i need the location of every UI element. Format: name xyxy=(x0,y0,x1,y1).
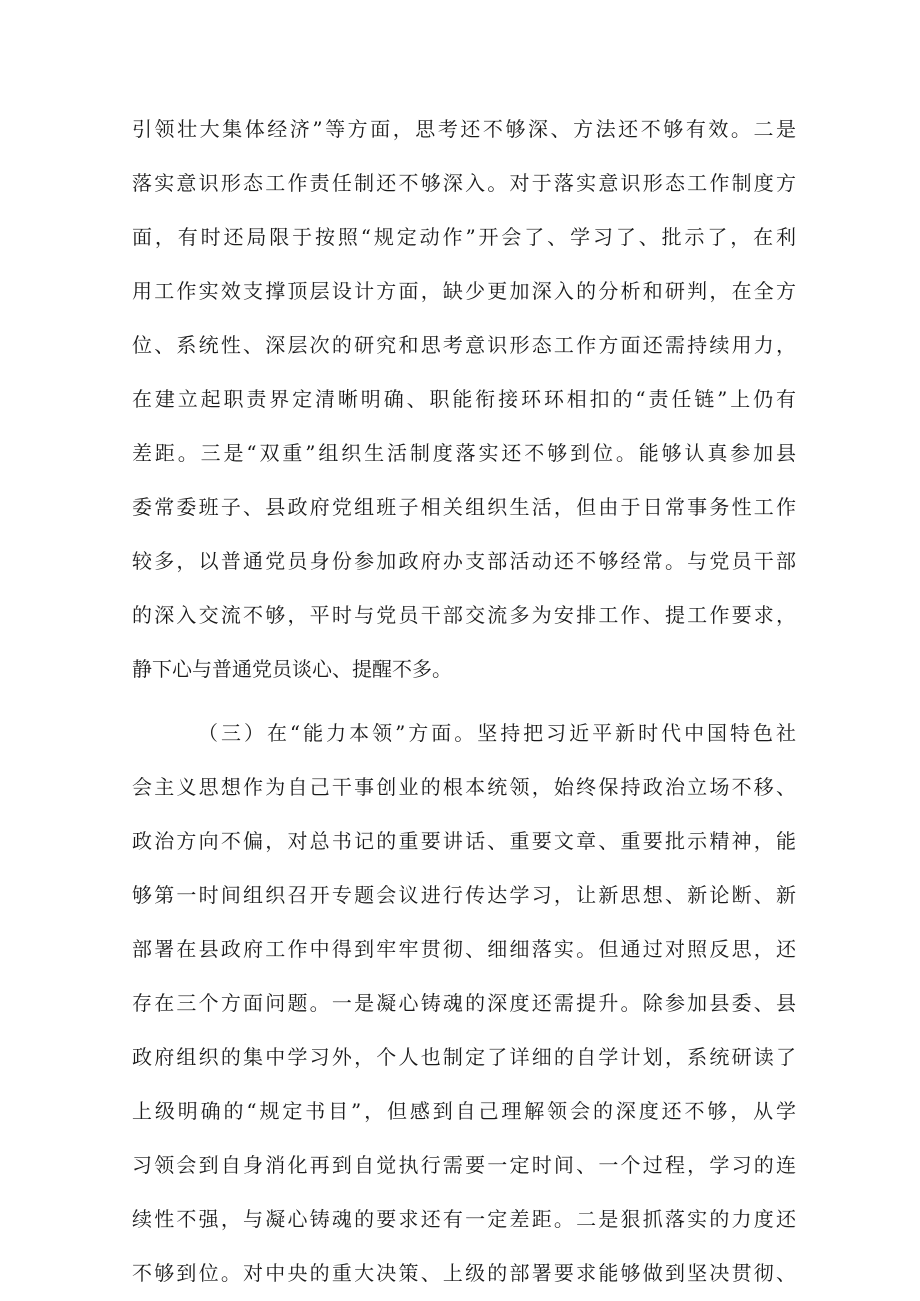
paragraph-1-line: 引领壮大集体经济”等方面，思考还不够深、方法还不够有效。二是 xyxy=(132,117,796,141)
paragraph-2-line: 部署在县政府工作中得到牢牢贯彻、细细落实。但通过对照反思，还 xyxy=(132,937,796,961)
paragraph-2-line: 政府组织的集中学习外，个人也制定了详细的自学计划，系统研读了 xyxy=(132,1045,796,1069)
paragraph-1-line: 在建立起职责界定清晰明确、职能衔接环环相扣的“责任链”上仍有 xyxy=(132,387,796,411)
paragraph-2-line: 习领会到自身消化再到自觉执行需要一定时间、一个过程，学习的连 xyxy=(132,1153,796,1177)
paragraph-1-line: 差距。三是“双重”组织生活制度落实还不够到位。能够认真参加县 xyxy=(132,441,796,465)
paragraph-2-line: 会主义思想作为自己干事创业的根本统领，始终保持政治立场不移、 xyxy=(132,775,796,799)
paragraph-2-line: 政治方向不偏，对总书记的重要讲话、重要文章、重要批示精神，能 xyxy=(132,829,796,853)
paragraph-1-last-line: 静下心与普通党员谈心、提醒不多。 xyxy=(132,657,452,681)
paragraph-1-line: 面，有时还局限于按照“规定动作”开会了、学习了、批示了，在利 xyxy=(132,225,796,249)
paragraph-1-line: 委常委班子、县政府党组班子相关组织生活，但由于日常事务性工作 xyxy=(132,495,796,519)
paragraph-2-line: 不够到位。对中央的重大决策、上级的部署要求能够做到坚决贯彻、 xyxy=(132,1261,796,1285)
paragraph-2-line: 续性不强，与凝心铸魂的要求还有一定差距。二是狠抓落实的力度还 xyxy=(132,1207,796,1231)
paragraph-2-line: 上级明确的“规定书目”，但感到自己理解领会的深度还不够，从学 xyxy=(132,1099,796,1123)
paragraph-2-first-line: （三）在“能力本领”方面。坚持把习近平新时代中国特色社 xyxy=(198,721,796,745)
paragraph-1-line: 位、系统性、深层次的研究和思考意识形态工作方面还需持续用力， xyxy=(132,333,796,357)
paragraph-1-line: 落实意识形态工作责任制还不够深入。对于落实意识形态工作制度方 xyxy=(132,171,796,195)
paragraph-1-line: 的深入交流不够，平时与党员干部交流多为安排工作、提工作要求， xyxy=(132,603,796,627)
paragraph-1-line: 用工作实效支撑顶层设计方面，缺少更加深入的分析和研判，在全方 xyxy=(132,279,796,303)
paragraph-2-line: 存在三个方面问题。一是凝心铸魂的深度还需提升。除参加县委、县 xyxy=(132,991,796,1015)
paragraph-1-line: 较多，以普通党员身份参加政府办支部活动还不够经常。与党员干部 xyxy=(132,549,796,573)
paragraph-2-line: 够第一时间组织召开专题会议进行传达学习，让新思想、新论断、新 xyxy=(132,883,796,907)
